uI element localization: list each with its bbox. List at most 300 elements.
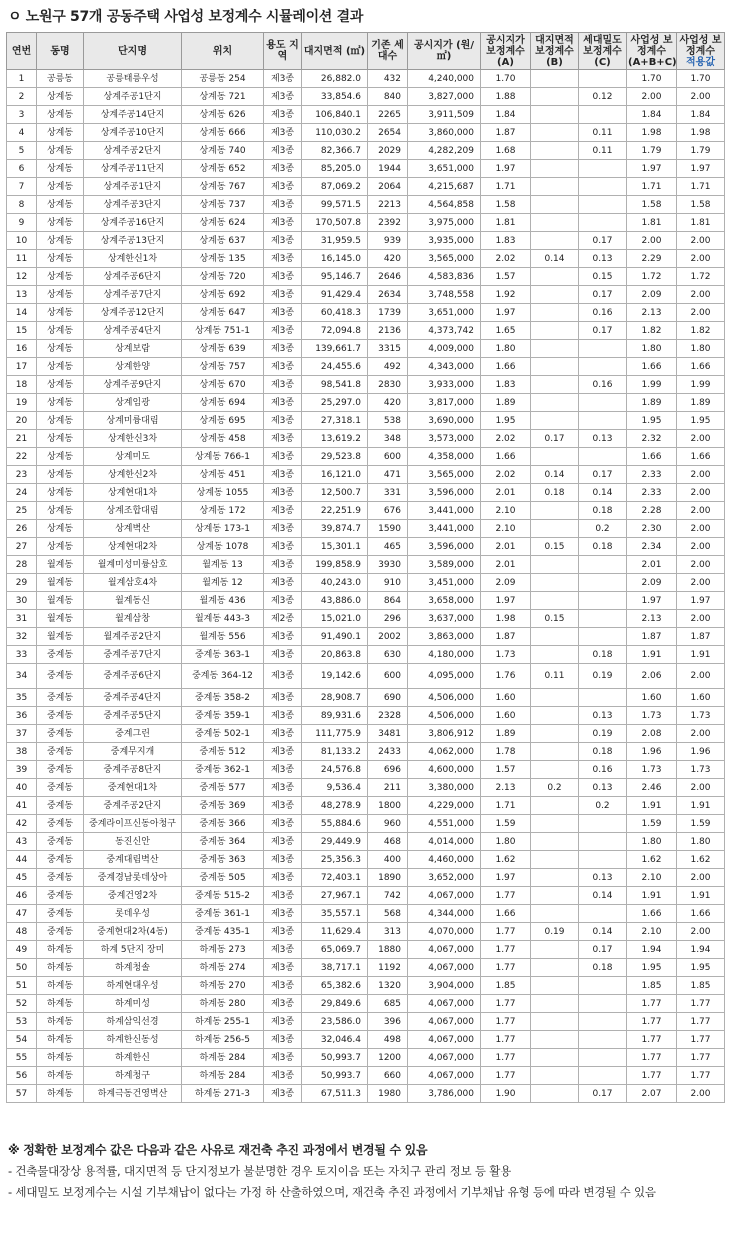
cell-no: 15 (7, 322, 37, 340)
cell-dong: 상계동 (37, 376, 84, 394)
cell-coef-b: 0.2 (531, 779, 579, 797)
cell-complex: 중계주공4단지 (84, 689, 182, 707)
cell-coef-sum: 1.58 (627, 196, 677, 214)
cell-area: 65,382.6 (302, 977, 368, 995)
cell-area: 9,536.4 (302, 779, 368, 797)
cell-zone: 제3종 (264, 394, 302, 412)
cell-applied: 2.00 (677, 664, 725, 689)
cell-coef-sum: 1.72 (627, 268, 677, 286)
cell-zone: 제3종 (264, 286, 302, 304)
cell-coef-b (531, 628, 579, 646)
cell-zone: 제3종 (264, 574, 302, 592)
cell-price: 4,506,000 (408, 689, 481, 707)
cell-coef-c: 0.16 (579, 376, 627, 394)
cell-coef-c: 0.13 (579, 430, 627, 448)
cell-location: 상계동 694 (182, 394, 264, 412)
cell-price: 3,817,000 (408, 394, 481, 412)
cell-no: 19 (7, 394, 37, 412)
cell-dong: 중계동 (37, 833, 84, 851)
cell-applied: 2.00 (677, 538, 725, 556)
cell-price: 4,564,858 (408, 196, 481, 214)
cell-applied: 1.58 (677, 196, 725, 214)
cell-zone: 제3종 (264, 340, 302, 358)
cell-coef-c: 0.2 (579, 520, 627, 538)
cell-coef-sum: 2.30 (627, 520, 677, 538)
cell-applied: 2.00 (677, 574, 725, 592)
cell-no: 2 (7, 88, 37, 106)
cell-units: 600 (368, 664, 408, 689)
cell-zone: 제3종 (264, 905, 302, 923)
cell-applied: 1.80 (677, 833, 725, 851)
cell-coef-b (531, 376, 579, 394)
cell-coef-b: 0.18 (531, 484, 579, 502)
cell-dong: 상계동 (37, 538, 84, 556)
cell-price: 4,180,000 (408, 646, 481, 664)
cell-dong: 상계동 (37, 394, 84, 412)
cell-coef-sum: 1.80 (627, 340, 677, 358)
cell-coef-a: 1.92 (481, 286, 531, 304)
cell-complex: 중계무지개 (84, 743, 182, 761)
cell-coef-sum: 1.87 (627, 628, 677, 646)
cell-coef-b (531, 106, 579, 124)
header-location: 위치 (182, 33, 264, 70)
cell-location: 하계동 255-1 (182, 1013, 264, 1031)
cell-no: 57 (7, 1085, 37, 1103)
header-area: 대지면적 (㎡) (302, 33, 368, 70)
cell-coef-c (579, 556, 627, 574)
cell-units: 1739 (368, 304, 408, 322)
cell-location: 중계동 512 (182, 743, 264, 761)
cell-zone: 제3종 (264, 869, 302, 887)
cell-complex: 상계주공1단지 (84, 88, 182, 106)
cell-units: 600 (368, 448, 408, 466)
cell-dong: 중계동 (37, 707, 84, 725)
table-row (7, 1067, 725, 1085)
cell-location: 중계동 358-2 (182, 689, 264, 707)
cell-coef-sum: 1.66 (627, 448, 677, 466)
cell-zone: 제3종 (264, 466, 302, 484)
cell-dong: 중계동 (37, 923, 84, 941)
cell-applied: 2.00 (677, 869, 725, 887)
cell-coef-c (579, 833, 627, 851)
cell-coef-sum: 1.66 (627, 358, 677, 376)
cell-no: 53 (7, 1013, 37, 1031)
cell-coef-a: 1.88 (481, 88, 531, 106)
cell-location: 월계동 443-3 (182, 610, 264, 628)
cell-location: 중계동 515-2 (182, 887, 264, 905)
cell-price: 3,806,912 (408, 725, 481, 743)
simulation-table (6, 32, 725, 1103)
cell-no: 33 (7, 646, 37, 664)
cell-complex: 상계벽산 (84, 520, 182, 538)
cell-price: 3,451,000 (408, 574, 481, 592)
cell-zone: 제3종 (264, 646, 302, 664)
cell-price: 4,067,000 (408, 1049, 481, 1067)
cell-coef-b (531, 502, 579, 520)
table-row (7, 905, 725, 923)
cell-area: 81,133.2 (302, 743, 368, 761)
cell-applied: 1.89 (677, 394, 725, 412)
cell-applied: 1.66 (677, 905, 725, 923)
cell-location: 상계동 740 (182, 142, 264, 160)
cell-price: 3,935,000 (408, 232, 481, 250)
cell-price: 3,596,000 (408, 538, 481, 556)
cell-coef-sum: 1.97 (627, 160, 677, 178)
table-row (7, 887, 725, 905)
cell-coef-sum: 2.34 (627, 538, 677, 556)
cell-coef-a: 1.60 (481, 689, 531, 707)
cell-zone: 제3종 (264, 304, 302, 322)
cell-applied: 1.96 (677, 743, 725, 761)
cell-dong: 상계동 (37, 196, 84, 214)
cell-location: 하계동 256-5 (182, 1031, 264, 1049)
cell-complex: 월계주공2단지 (84, 628, 182, 646)
cell-location: 중계동 369 (182, 797, 264, 815)
header-zone: 용도 지역 (264, 33, 302, 70)
cell-zone: 제3종 (264, 448, 302, 466)
cell-location: 중계동 502-1 (182, 725, 264, 743)
cell-coef-c (579, 995, 627, 1013)
cell-applied: 1.60 (677, 689, 725, 707)
cell-no: 4 (7, 124, 37, 142)
cell-dong: 상계동 (37, 160, 84, 178)
cell-coef-a: 1.83 (481, 376, 531, 394)
cell-applied: 1.85 (677, 977, 725, 995)
cell-price: 4,067,000 (408, 1031, 481, 1049)
cell-location: 상계동 647 (182, 304, 264, 322)
cell-coef-b (531, 394, 579, 412)
cell-complex: 상계주공3단지 (84, 196, 182, 214)
table-row (7, 959, 725, 977)
cell-coef-c: 0.18 (579, 502, 627, 520)
cell-zone: 제3종 (264, 196, 302, 214)
cell-complex: 중계건영2차 (84, 887, 182, 905)
cell-no: 23 (7, 466, 37, 484)
cell-coef-c (579, 851, 627, 869)
table-row (7, 725, 725, 743)
cell-area: 29,449.9 (302, 833, 368, 851)
cell-coef-b: 0.14 (531, 466, 579, 484)
table-row (7, 761, 725, 779)
cell-zone: 제3종 (264, 142, 302, 160)
cell-complex: 상계한양 (84, 358, 182, 376)
table-row (7, 448, 725, 466)
table-row (7, 923, 725, 941)
cell-no: 54 (7, 1031, 37, 1049)
table-row (7, 995, 725, 1013)
cell-dong: 월계동 (37, 592, 84, 610)
cell-coef-c (579, 448, 627, 466)
cell-area: 27,967.1 (302, 887, 368, 905)
cell-applied: 1.70 (677, 70, 725, 88)
cell-coef-sum: 1.79 (627, 142, 677, 160)
cell-price: 3,651,000 (408, 160, 481, 178)
header-dong: 동명 (37, 33, 84, 70)
cell-coef-b: 0.14 (531, 250, 579, 268)
cell-units: 471 (368, 466, 408, 484)
cell-applied: 1.73 (677, 761, 725, 779)
cell-price: 3,589,000 (408, 556, 481, 574)
cell-units: 3315 (368, 340, 408, 358)
cell-units: 331 (368, 484, 408, 502)
cell-units: 1320 (368, 977, 408, 995)
cell-zone: 제3종 (264, 628, 302, 646)
cell-location: 중계동 435-1 (182, 923, 264, 941)
cell-complex: 상계주공9단지 (84, 376, 182, 394)
cell-coef-b (531, 196, 579, 214)
cell-area: 24,576.8 (302, 761, 368, 779)
cell-zone: 제3종 (264, 1049, 302, 1067)
cell-coef-a: 1.70 (481, 70, 531, 88)
cell-dong: 중계동 (37, 815, 84, 833)
cell-coef-sum: 1.95 (627, 412, 677, 430)
cell-price: 4,067,000 (408, 995, 481, 1013)
cell-coef-sum: 2.10 (627, 923, 677, 941)
cell-no: 1 (7, 70, 37, 88)
cell-coef-a: 2.02 (481, 250, 531, 268)
cell-coef-c: 0.14 (579, 887, 627, 905)
cell-no: 20 (7, 412, 37, 430)
cell-dong: 상계동 (37, 106, 84, 124)
table-row (7, 977, 725, 995)
cell-applied: 2.00 (677, 250, 725, 268)
cell-location: 하계동 274 (182, 959, 264, 977)
cell-applied: 1.94 (677, 941, 725, 959)
cell-dong: 상계동 (37, 448, 84, 466)
cell-complex: 상계주공2단지 (84, 142, 182, 160)
cell-price: 4,343,000 (408, 358, 481, 376)
cell-coef-c: 0.13 (579, 707, 627, 725)
cell-coef-b (531, 448, 579, 466)
cell-coef-sum: 1.62 (627, 851, 677, 869)
table-row (7, 1031, 725, 1049)
cell-complex: 상계임광 (84, 394, 182, 412)
cell-no: 38 (7, 743, 37, 761)
cell-location: 상계동 451 (182, 466, 264, 484)
cell-coef-b (531, 1085, 579, 1103)
cell-complex: 상계주공14단지 (84, 106, 182, 124)
cell-coef-c (579, 1031, 627, 1049)
cell-coef-c (579, 592, 627, 610)
cell-zone: 제2종 (264, 610, 302, 628)
cell-price: 4,229,000 (408, 797, 481, 815)
cell-no: 56 (7, 1067, 37, 1085)
cell-dong: 중계동 (37, 869, 84, 887)
cell-dong: 상계동 (37, 214, 84, 232)
cell-area: 110,030.2 (302, 124, 368, 142)
cell-coef-sum: 1.77 (627, 1031, 677, 1049)
cell-coef-sum: 1.82 (627, 322, 677, 340)
cell-coef-c (579, 628, 627, 646)
cell-coef-b (531, 286, 579, 304)
cell-no: 41 (7, 797, 37, 815)
cell-dong: 상계동 (37, 124, 84, 142)
cell-units: 2029 (368, 142, 408, 160)
cell-area: 29,849.6 (302, 995, 368, 1013)
header-no: 연번 (7, 33, 37, 70)
table-row (7, 304, 725, 322)
cell-applied: 1.97 (677, 592, 725, 610)
cell-coef-c: 0.17 (579, 286, 627, 304)
cell-zone: 제3종 (264, 250, 302, 268)
cell-units: 2064 (368, 178, 408, 196)
cell-price: 3,573,000 (408, 430, 481, 448)
cell-area: 40,243.0 (302, 574, 368, 592)
cell-zone: 제3종 (264, 358, 302, 376)
cell-area: 11,629.4 (302, 923, 368, 941)
cell-location: 하계동 284 (182, 1049, 264, 1067)
table-row (7, 1013, 725, 1031)
cell-units: 2392 (368, 214, 408, 232)
table-row (7, 556, 725, 574)
cell-no: 49 (7, 941, 37, 959)
cell-complex: 상계현대1차 (84, 484, 182, 502)
cell-applied: 1.79 (677, 142, 725, 160)
cell-units: 742 (368, 887, 408, 905)
cell-location: 상계동 766-1 (182, 448, 264, 466)
cell-no: 21 (7, 430, 37, 448)
cell-location: 상계동 173-1 (182, 520, 264, 538)
cell-zone: 제3종 (264, 538, 302, 556)
cell-applied: 1.77 (677, 1049, 725, 1067)
cell-no: 52 (7, 995, 37, 1013)
cell-complex: 상계주공12단지 (84, 304, 182, 322)
cell-dong: 하계동 (37, 1085, 84, 1103)
cell-zone: 제3종 (264, 268, 302, 286)
cell-coef-b (531, 304, 579, 322)
cell-coef-a: 1.97 (481, 304, 531, 322)
cell-area: 89,931.6 (302, 707, 368, 725)
cell-coef-a: 1.80 (481, 340, 531, 358)
cell-no: 31 (7, 610, 37, 628)
cell-price: 4,095,000 (408, 664, 481, 689)
cell-coef-sum: 1.71 (627, 178, 677, 196)
cell-coef-b (531, 178, 579, 196)
cell-coef-sum: 1.91 (627, 646, 677, 664)
cell-area: 26,882.0 (302, 70, 368, 88)
table-row (7, 88, 725, 106)
cell-coef-b (531, 340, 579, 358)
table-row (7, 106, 725, 124)
cell-units: 400 (368, 851, 408, 869)
table-row (7, 340, 725, 358)
cell-area: 50,993.7 (302, 1067, 368, 1085)
cell-price: 3,911,509 (408, 106, 481, 124)
cell-units: 2328 (368, 707, 408, 725)
cell-price: 3,596,000 (408, 484, 481, 502)
cell-no: 13 (7, 286, 37, 304)
cell-price: 3,975,000 (408, 214, 481, 232)
cell-coef-a: 2.02 (481, 430, 531, 448)
cell-coef-sum: 1.84 (627, 106, 677, 124)
cell-location: 하계동 273 (182, 941, 264, 959)
cell-applied: 2.00 (677, 923, 725, 941)
cell-dong: 상계동 (37, 412, 84, 430)
cell-applied: 2.00 (677, 232, 725, 250)
cell-units: 2646 (368, 268, 408, 286)
cell-area: 20,863.8 (302, 646, 368, 664)
cell-area: 111,775.9 (302, 725, 368, 743)
cell-units: 1944 (368, 160, 408, 178)
cell-coef-c: 0.2 (579, 797, 627, 815)
cell-dong: 중계동 (37, 797, 84, 815)
cell-zone: 제3종 (264, 743, 302, 761)
cell-coef-b (531, 142, 579, 160)
table-row (7, 358, 725, 376)
cell-complex: 상계조합대림 (84, 502, 182, 520)
cell-no: 42 (7, 815, 37, 833)
cell-no: 10 (7, 232, 37, 250)
cell-no: 17 (7, 358, 37, 376)
cell-units: 498 (368, 1031, 408, 1049)
cell-coef-sum: 1.97 (627, 592, 677, 610)
cell-area: 25,297.0 (302, 394, 368, 412)
cell-applied: 2.00 (677, 286, 725, 304)
cell-coef-b (531, 959, 579, 977)
cell-coef-b (531, 520, 579, 538)
cell-coef-b (531, 995, 579, 1013)
cell-units: 2136 (368, 322, 408, 340)
cell-coef-sum: 1.80 (627, 833, 677, 851)
cell-zone: 제3종 (264, 815, 302, 833)
cell-area: 95,146.7 (302, 268, 368, 286)
cell-complex: 중계라이프신동아청구 (84, 815, 182, 833)
cell-applied: 1.77 (677, 995, 725, 1013)
cell-location: 상계동 721 (182, 88, 264, 106)
cell-coef-b (531, 905, 579, 923)
cell-area: 22,251.9 (302, 502, 368, 520)
cell-complex: 상계한신1차 (84, 250, 182, 268)
cell-applied: 1.77 (677, 1013, 725, 1031)
cell-units: 1590 (368, 520, 408, 538)
cell-units: 696 (368, 761, 408, 779)
cell-price: 3,565,000 (408, 466, 481, 484)
cell-units: 348 (368, 430, 408, 448)
cell-coef-a: 1.71 (481, 797, 531, 815)
table-row (7, 646, 725, 664)
cell-applied: 2.00 (677, 1085, 725, 1103)
cell-location: 상계동 626 (182, 106, 264, 124)
cell-area: 43,886.0 (302, 592, 368, 610)
cell-coef-sum: 2.00 (627, 232, 677, 250)
cell-area: 23,586.0 (302, 1013, 368, 1031)
table-row (7, 214, 725, 232)
cell-units: 864 (368, 592, 408, 610)
cell-coef-a: 1.68 (481, 142, 531, 160)
cell-complex: 하계현대우성 (84, 977, 182, 995)
table-row (7, 466, 725, 484)
cell-no: 14 (7, 304, 37, 322)
cell-applied: 1.84 (677, 106, 725, 124)
cell-complex: 하계한신 (84, 1049, 182, 1067)
cell-location: 상계동 670 (182, 376, 264, 394)
cell-coef-c: 0.13 (579, 250, 627, 268)
cell-price: 3,827,000 (408, 88, 481, 106)
table-row (7, 250, 725, 268)
cell-coef-sum: 2.32 (627, 430, 677, 448)
cell-coef-a: 2.01 (481, 538, 531, 556)
cell-coef-a: 1.89 (481, 394, 531, 412)
cell-zone: 제3종 (264, 430, 302, 448)
cell-applied: 2.00 (677, 725, 725, 743)
cell-coef-c (579, 160, 627, 178)
cell-price: 4,067,000 (408, 1013, 481, 1031)
cell-applied: 2.00 (677, 610, 725, 628)
cell-coef-a: 1.77 (481, 959, 531, 977)
cell-area: 24,455.6 (302, 358, 368, 376)
cell-coef-b (531, 869, 579, 887)
cell-dong: 하계동 (37, 941, 84, 959)
